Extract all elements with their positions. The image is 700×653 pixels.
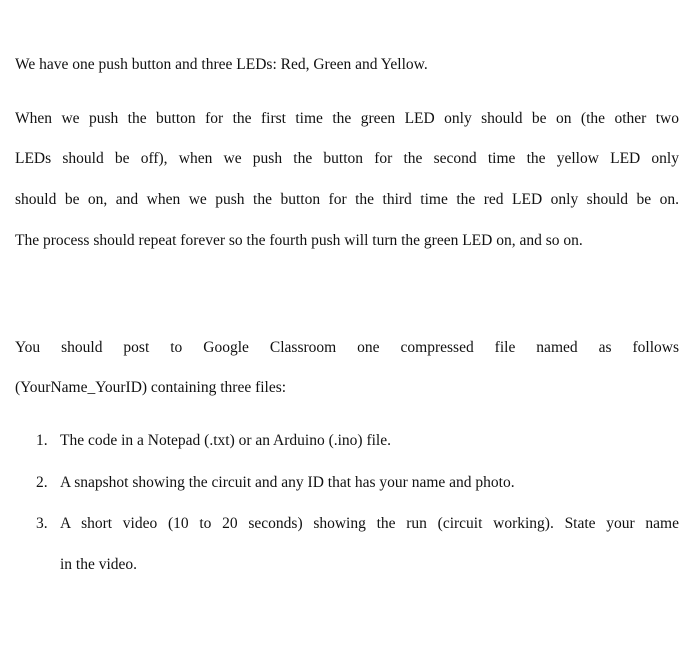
description-line-2: LEDs should be off), when we push the button for the second time the yellow LED only <box>15 150 679 167</box>
list-item <box>36 515 679 533</box>
intro-paragraph: We have one push button and three LEDs: Red, Green and Yellow. <box>15 56 428 73</box>
list-item <box>36 474 515 492</box>
list-text: The code in a Notepad (.txt) or an Arduino (.ino) file. <box>60 432 391 449</box>
list-item-continuation: in the video. <box>60 556 138 573</box>
list-number: 1. <box>36 432 48 449</box>
submission-line-2: (YourName_YourID) containing three files: <box>15 379 287 396</box>
description-line-4: The process should repeat forever so the fourth push will turn the green LED on, and so on. <box>15 232 583 249</box>
list-text: A snapshot showing the circuit and any ID that has your name and photo. <box>60 474 515 491</box>
list-number: 2. <box>36 474 48 491</box>
description-line-1: When we push the button for the first time the green LED only should be on (the other two <box>15 110 679 127</box>
description-line-3: should be on, and when we push the button for the third time the red LED only should be on. <box>15 191 679 208</box>
list-text: A short video (10 to 20 seconds) showing the run (circuit working). State your name <box>60 515 679 532</box>
submission-line-1: You should post to Google Classroom one compressed file named as follows <box>15 339 679 356</box>
list-item <box>36 432 391 450</box>
list-number: 3. <box>36 515 48 532</box>
